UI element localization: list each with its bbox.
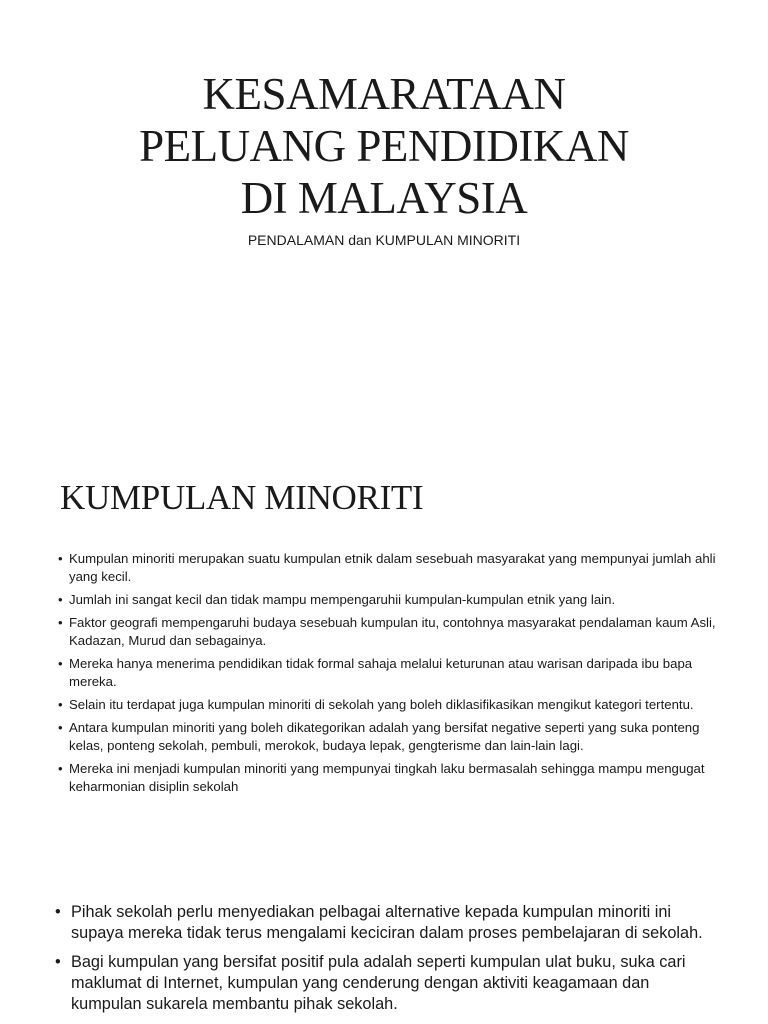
bullet-dot-icon: • [58,720,63,735]
bullet-item [58,550,718,586]
bullet-dot-icon: • [58,761,63,776]
main-title [0,68,768,224]
bullet-text: Jumlah ini sangat kecil dan tidak mampu mempengaruhii kumpulan-kumpulan etnik yang lain. [69,592,616,607]
bullet-item [58,591,718,609]
bullet-item [58,614,718,650]
bullet-item [55,902,715,944]
minority-bullet-list [58,550,718,801]
bullet-item [58,760,718,796]
bullet-text: Mereka hanya menerima pendidikan tidak formal sahaja melalui keturunan atau warisan daripada ibu bapa mereka. [69,656,693,689]
bullet-text: Bagi kumpulan yang bersifat positif pula adalah seperti kumpulan ulat buku, suka cari maklumat di Internet, kumpulan yang cenderung dengan aktiviti keagamaan dan kumpulan sukarela membantu pihak sekolah. [71,953,686,1013]
bullet-dot-icon: • [55,953,61,971]
bullet-dot-icon: • [58,592,63,607]
bullet-dot-icon: • [58,551,63,566]
main-title-line-2: PELUANG PENDIDIKAN [139,121,629,171]
bullet-dot-icon: • [58,656,63,671]
bullet-item [58,655,718,691]
slide-heading: KUMPULAN MINORITI [60,478,424,517]
bullet-dot-icon: • [58,697,63,712]
main-title-line-3: DI MALAYSIA [240,173,528,223]
bullet-text: Kumpulan minoriti merupakan suatu kumpulan etnik dalam sesebuah masyarakat yang mempunyai jumlah ahli yang kecil. [69,551,716,584]
bullet-text: Pihak sekolah perlu menyediakan pelbagai alternative kepada kumpulan minoriti ini supaya mereka tidak terus mengalami keciciran dalam proses pembelajaran di sekolah. [71,903,703,942]
subtitle: PENDALAMAN dan KUMPULAN MINORITI [247,232,521,248]
bullet-text: Selain itu terdapat juga kumpulan minoriti di sekolah yang boleh diklasifikasikan mengikut kategori tertentu. [69,697,694,712]
bullet-dot-icon: • [58,615,63,630]
title-slide [0,0,768,432]
bullet-text: Antara kumpulan minoriti yang boleh dikategorikan adalah yang bersifat negative seperti yang suka ponteng kelas, ponteng sekolah, pembuli, merokok, budaya lepak, gengterisme dan lain-lain lagi. [69,720,700,753]
bullet-text: Mereka ini menjadi kumpulan minoriti yang mempunyai tingkah laku bermasalah sehingga mampu mengugat keharmonian disiplin sekolah [69,761,705,794]
bullet-item [55,952,715,1015]
main-title-line-1: KESAMARATAAN [202,69,566,119]
alternative-bullet-list [55,902,715,1023]
bullet-text: Faktor geografi mempengaruhi budaya sesebuah kumpulan itu, contohnya masyarakat pendalaman kaum Asli, Kadazan, Murud dan sebagainya. [69,615,716,648]
bullet-item [58,719,718,755]
alternative-slide [0,864,768,1024]
bullet-dot-icon: • [55,903,61,921]
bullet-item [58,696,718,714]
minority-slide [0,432,768,864]
